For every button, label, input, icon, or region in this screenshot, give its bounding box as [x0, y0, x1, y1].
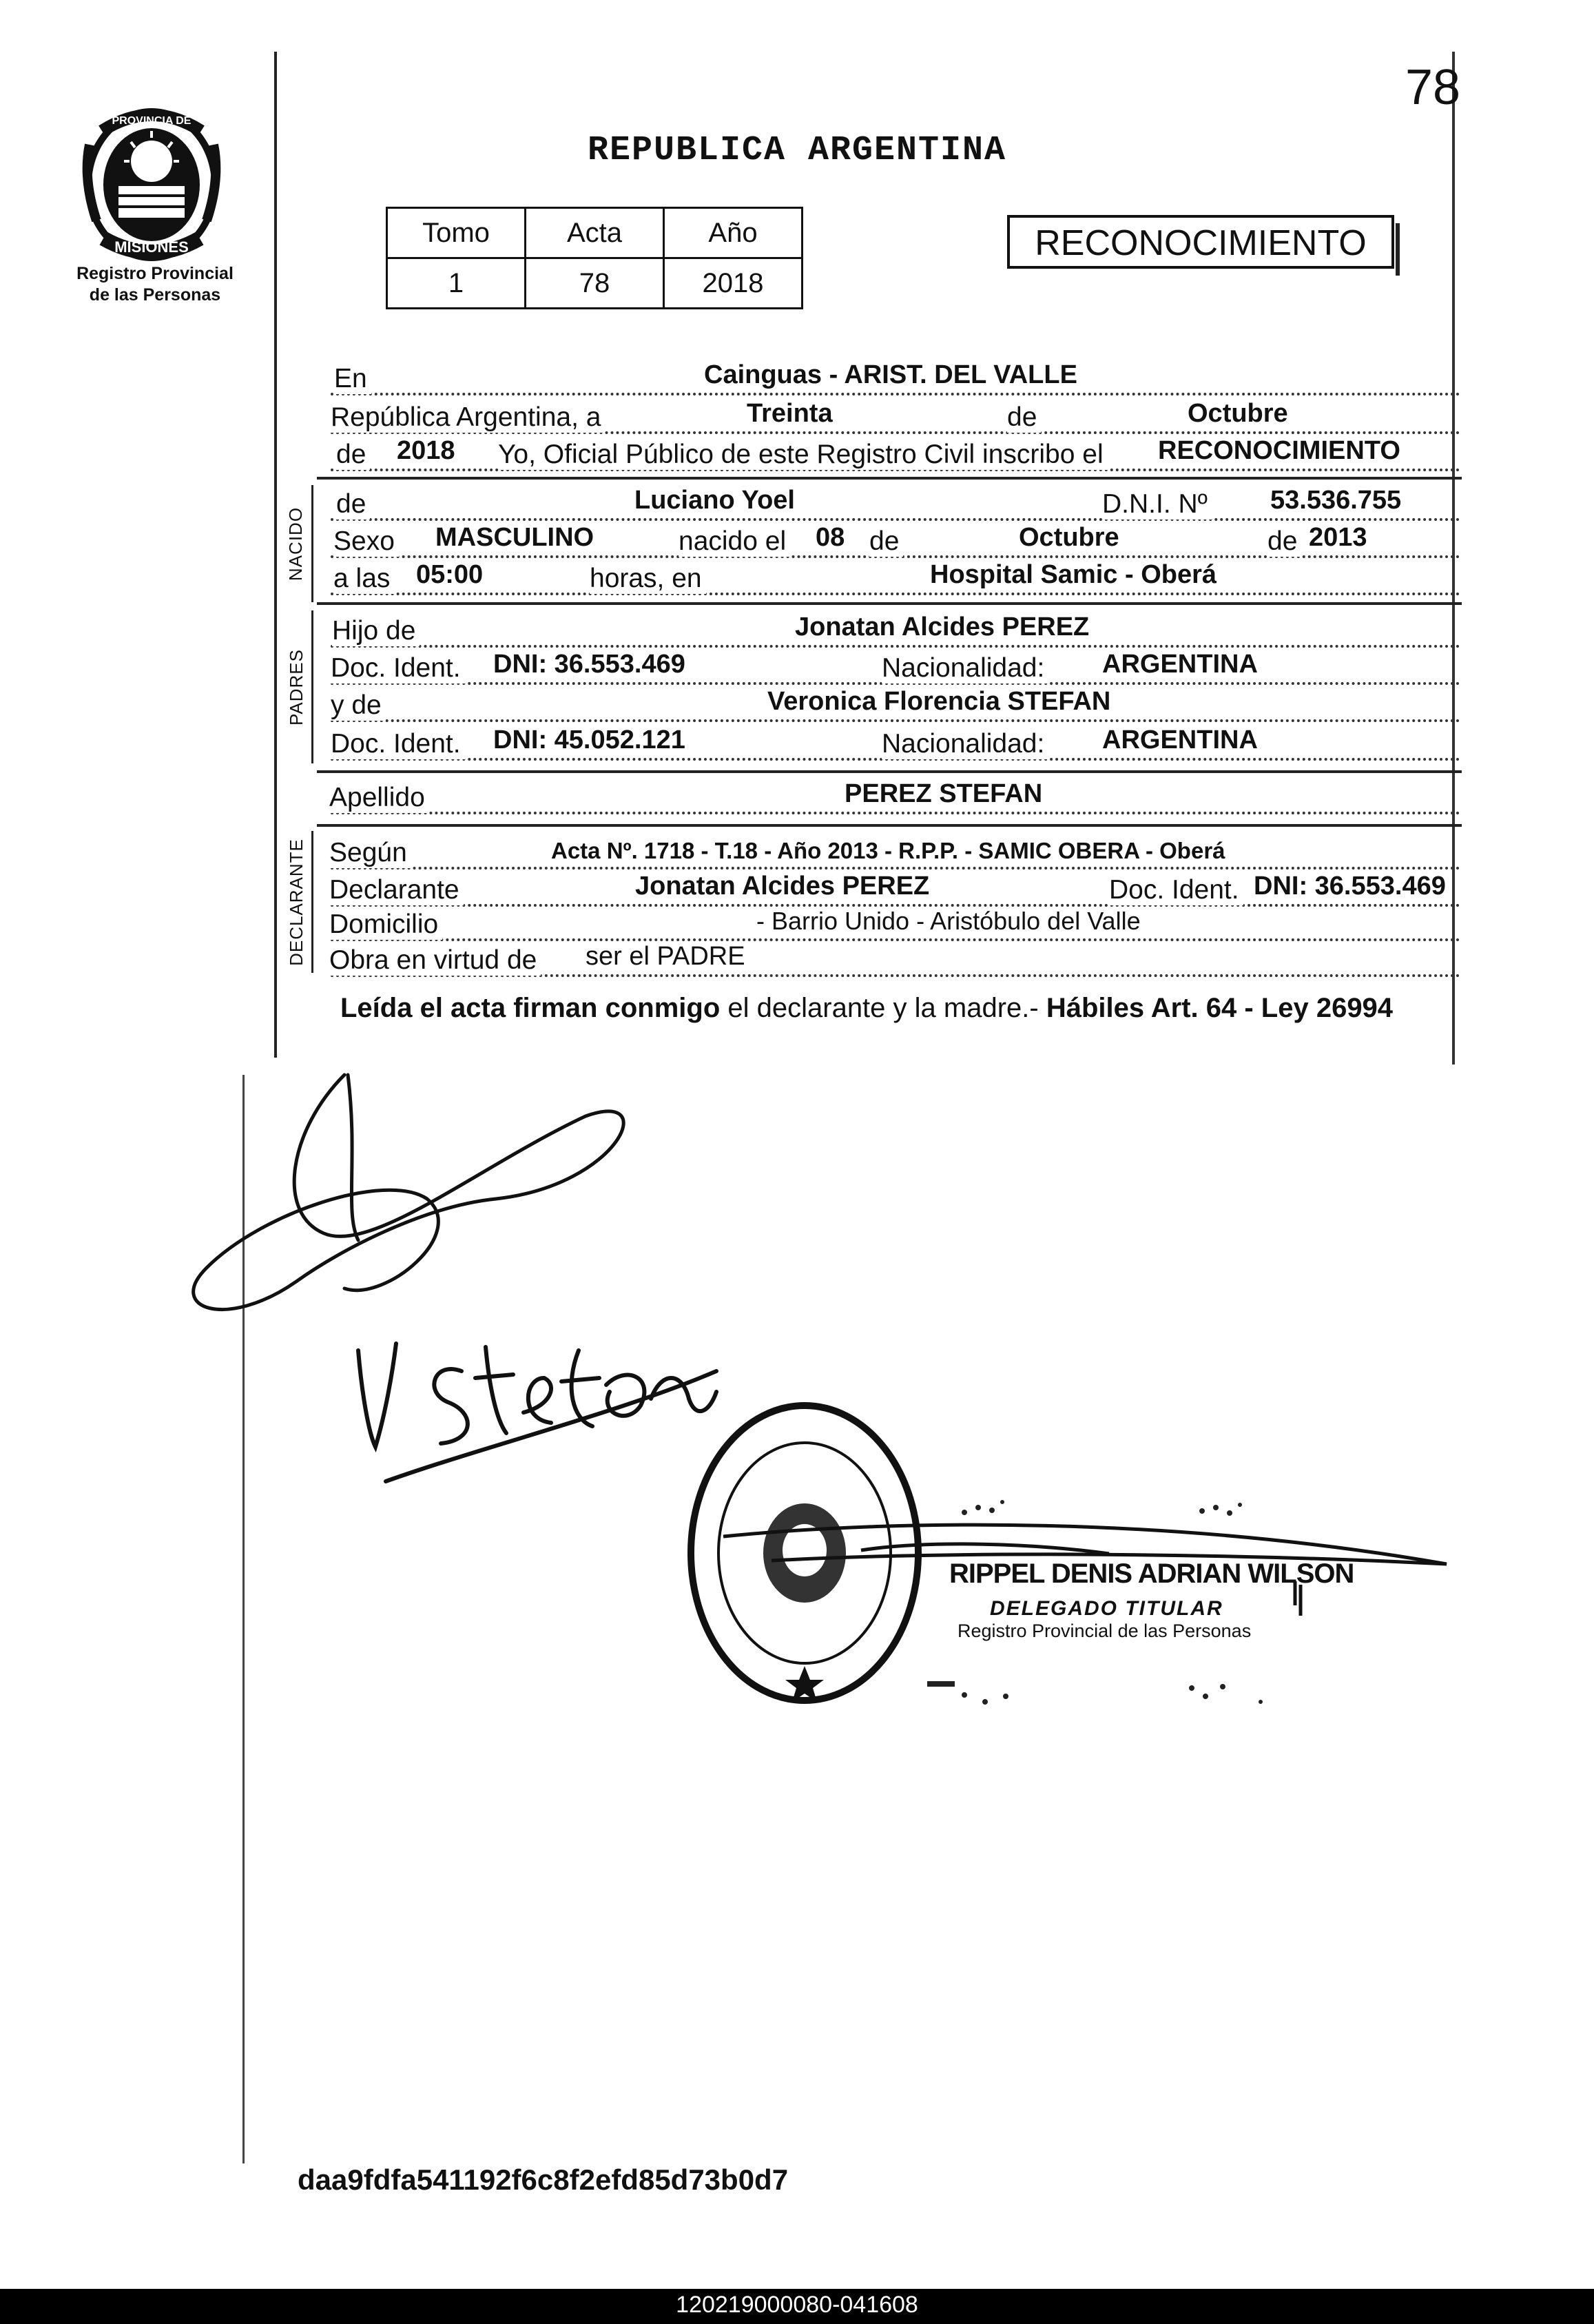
label-obra: Obra en virtud de — [329, 945, 541, 976]
label-en: En — [334, 364, 371, 394]
declarante-side-text: DECLARANTE — [285, 838, 307, 966]
value-dia: Treinta — [744, 399, 836, 429]
label-de-anio: de — [336, 440, 370, 470]
label-a-las: a las — [333, 564, 394, 594]
value-sexo: MASCULINO — [433, 523, 597, 553]
label-republica: República Argentina, a — [331, 402, 605, 433]
value-apellido: PEREZ STEFAN — [842, 779, 1045, 809]
signer-name: RIPPEL DENIS ADRIAN WILSON — [949, 1559, 1354, 1589]
value-nombre: Luciano Yoel — [632, 486, 798, 515]
handwritten-signature-icon — [194, 1075, 624, 1309]
value-lugar-nac: Hospital Samic - Oberá — [927, 560, 1219, 590]
value-padre-doc: DNI: 36.553.469 — [490, 650, 688, 679]
value-dia-nac: 08 — [813, 523, 847, 553]
value-mes: Octubre — [1185, 399, 1291, 429]
value-domicilio: - Barrio Unido - Aristóbulo del Valle — [754, 907, 1143, 936]
value-madre-nac: ARGENTINA — [1099, 726, 1261, 755]
value-anio: 2018 — [394, 436, 458, 466]
label-sexo: Sexo — [333, 526, 399, 557]
svg-text:PROVINCIA DE: PROVINCIA DE — [112, 115, 192, 127]
official-stamp-icon — [691, 1406, 918, 1702]
label-hijo-de: Hijo de — [332, 616, 420, 646]
value-hora: 05:00 — [413, 560, 486, 590]
value-acta: 78 — [526, 258, 664, 309]
document-title: REPUBLICA ARGENTINA — [587, 131, 1007, 170]
label-apellido: Apellido — [329, 783, 429, 813]
value-lugar: Cainguas - ARIST. DEL VALLE — [701, 360, 1080, 390]
padres-side-text: PADRES — [285, 648, 307, 726]
value-padre: Jonatan Alcides PEREZ — [792, 613, 1092, 642]
barcode-number: 120219000080-041608 — [676, 2292, 918, 2318]
value-madre: Veronica Florencia STEFAN — [765, 687, 1113, 717]
value-madre-doc: DNI: 45.052.121 — [490, 726, 688, 755]
label-padre-doc: Doc. Ident. — [331, 653, 465, 683]
label-madre-nac: Nacionalidad: — [882, 729, 1048, 759]
label-declarante: Declarante — [329, 875, 464, 905]
value-segun: Acta Nº. 1718 - T.18 - Año 2013 - R.P.P. - SAMIC OBERA - Oberá — [548, 838, 1228, 864]
label-de: de — [1007, 402, 1041, 433]
label-horas-en: horas, en — [590, 564, 706, 594]
header-acta: Acta — [526, 208, 664, 258]
value-declarante-doc: DNI: 36.553.469 — [1251, 872, 1449, 901]
label-de-nombre: de — [336, 489, 370, 520]
signer-office: Registro Provincial de las Personas — [958, 1621, 1252, 1641]
label-madre-doc: Doc. Ident. — [331, 729, 465, 759]
page-number: 78 — [1405, 60, 1461, 115]
label-domicilio: Domicilio — [329, 909, 442, 940]
value-tomo: 1 — [387, 258, 526, 309]
label-de-anio-nac: de — [1267, 526, 1301, 557]
logo-caption-line2: de las Personas — [89, 285, 221, 305]
label-dni: D.N.I. Nº — [1102, 489, 1212, 520]
label-nacido-el: nacido el — [679, 526, 790, 557]
closing-leida: Leída el acta firman conmigo — [340, 993, 721, 1023]
label-padre-nac: Nacionalidad: — [882, 653, 1048, 683]
label-segun: Según — [329, 838, 411, 868]
header-tomo: Tomo — [387, 208, 526, 258]
closing-middle: el declarante y la madre.- — [727, 993, 1039, 1023]
value-anio-nac: 2013 — [1306, 523, 1370, 553]
value-inscripcion: RECONOCIMIENTO — [1155, 436, 1403, 466]
closing-tail: Hábiles Art. 64 - Ley 26994 — [1046, 993, 1394, 1023]
svg-text:MISIONES: MISIONES — [114, 238, 189, 256]
document-hash: daa9fdfa541192f6c8f2efd85d73b0d7 — [298, 2163, 789, 2196]
value-padre-nac: ARGENTINA — [1099, 650, 1261, 679]
header-anio: Año — [664, 208, 803, 258]
label-oficial: Yo, Oficial Público de este Registro Civil inscribo el — [498, 440, 1108, 470]
value-declarante: Jonatan Alcides PEREZ — [632, 872, 932, 901]
value-dni: 53.536.755 — [1267, 486, 1404, 515]
label-declarante-doc: Doc. Ident. — [1109, 875, 1243, 905]
nacido-side-text: NACIDO — [285, 506, 307, 581]
value-obra: ser el PADRE — [583, 942, 748, 971]
logo-caption-line1: Registro Provincial — [76, 264, 234, 283]
value-mes-nac: Octubre — [1016, 523, 1122, 553]
handwritten-signature-icon — [358, 1344, 716, 1481]
label-y-de: y de — [331, 690, 386, 721]
signer-role: DELEGADO TITULAR — [990, 1597, 1223, 1620]
label-de-mes: de — [869, 526, 903, 557]
act-type-box: RECONOCIMIENTO — [1007, 215, 1394, 269]
value-anio: 2018 — [664, 258, 803, 309]
